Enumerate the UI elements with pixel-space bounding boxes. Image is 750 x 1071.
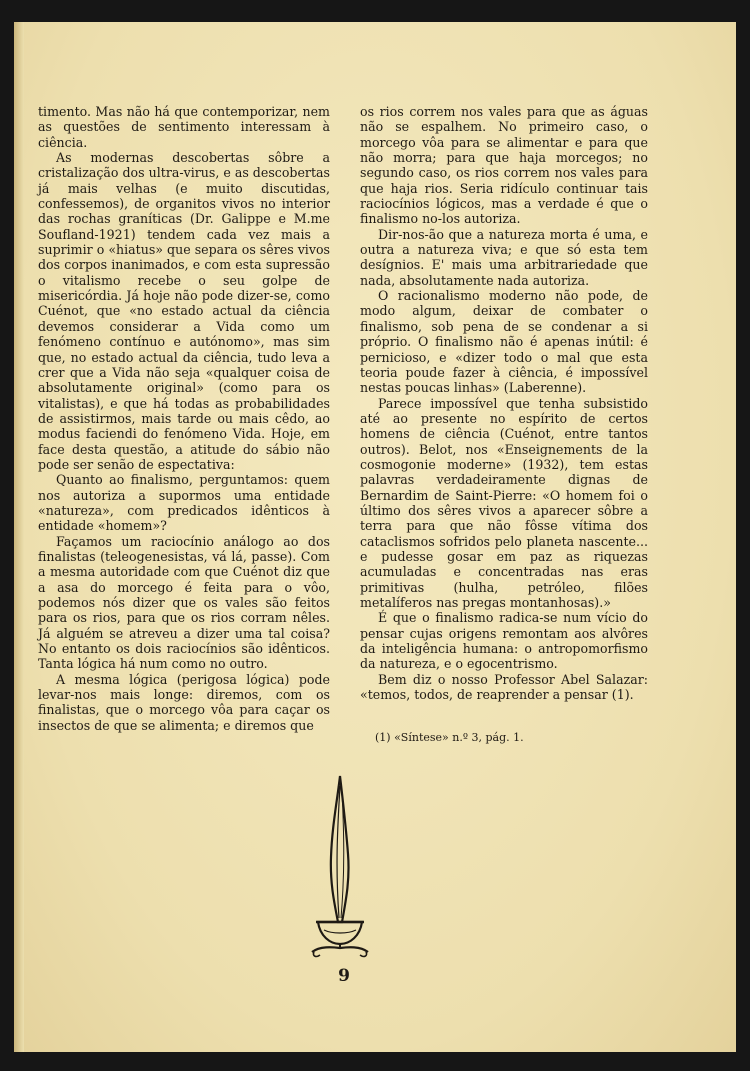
paragraph: Façamos um raciocínio análogo ao dos finalistas (teleogenesistas, vá lá, passe). Com a mesma autoridade com que Cuénot diz que a asa do morcego é feita para o vôo, podemos nós dizer que os vales são feitos para os rios, para que os rios corram nêles. Já alguém se atreveu a dizer uma tal coisa? No entanto os dois raciocínios são idênticos. Tanta lógica há num como no outro.	[38, 533, 330, 672]
page-number: 9	[338, 966, 350, 986]
right-text-column	[360, 104, 648, 702]
footnote: (1) «Síntese» n.º 3, pág. 1.	[375, 731, 524, 744]
paragraph: Parece impossível que tenha subsistido até ao presente no espírito de certos homens de ciência (Cuénot, entre tantos outros). Belot, nos «Enseignements de la cosmogonie moderne» (1932), tem estas palavras verdadeiramente dignas de Bernardim de Saint-Pierre: «O homem foi o último dos sêres vivos a aparecer sôbre a terra para que não fôsse vítima dos cataclismos sofridos pelo planeta nascente... e pudesse gosar em paz as riquezas acumuladas e concentradas nas eras primitivas (hulha, petróleo, filões metalíferos nas pregas montanhosas).»	[360, 395, 648, 610]
paragraph: Quanto ao finalismo, perguntamos: quem nos autoriza a supormos uma entidade «natureza», com predicados idênticos à entidade «homem»?	[38, 472, 330, 534]
paragraph: Bem diz o nosso Professor Abel Salazar: «temos, todos, de reaprender a pensar (1).	[360, 671, 648, 703]
paragraph: As modernas descobertas sôbre a cristalização dos ultra-virus, e as descobertas já mais velhas (e muito discutidas, confessemos), de organitos vivos no interior das rochas graníticas (Dr. Galippe e M.me Soufland-1921) tendem cada vez mais a suprimir o «hiatus» que separa os sêres vivos dos corpos inanimados, e com esta supressão o vitalismo recebe o seu golpe de misericórdia. Já hoje não pode dizer-se, como Cuénot, que «no estado actual da ciência devemos considerar a Vida como um fenómeno contínuo e autónomo», mas sim que, no estado actual da ciência, tudo leva a crer que a Vida não seja «qualquer coisa de absolutamente original» (como para os vitalistas), e que há todas as probabilidades de assistirmos, mais tarde ou mais cêdo, ao modus faciendi do fenómeno Vida. Hoje, em face desta questão, a atitude do sábio não pode ser senão de espectativa:	[38, 150, 330, 472]
page-gutter	[14, 22, 24, 1052]
paragraph: A mesma lógica (perigosa lógica) pode levar-nos mais longe: diremos, com os finalistas, que o morcego vôa para caçar os insectos de que se alimenta; e diremos que	[38, 671, 330, 733]
paragraph: os rios correm nos vales para que as águas não se espalhem. No primeiro caso, o morcego vôa para se alimentar e para que não morra; para que haja morcegos; no segundo caso, os rios correm nos vales para que haja rios. Seria ridículo continuar tais raciocínios lógicos, mas a verdade é que o finalismo no-los autoriza.	[360, 104, 648, 227]
paragraph: É que o finalismo radica-se num vício do pensar cujas origens remontam aos alvôres da inteligência humana: o antropomorfismo da natureza, e o egocentrismo.	[360, 610, 648, 672]
paragraph: O racionalismo moderno não pode, de modo algum, deixar de combater o finalismo, sob pena de se condenar a si próprio. O finalismo não é apenas inútil: é pernicioso, e «dizer todo o mal que esta teoria poude fazer à ciência, é impossível nestas poucas linhas» (Laberenne).	[360, 288, 648, 396]
book-page	[14, 22, 736, 1052]
flame-urn-ornament-icon	[304, 772, 376, 962]
paragraph: timento. Mas não há que contemporizar, nem as questões de sentimento interessam à ciência.	[38, 104, 330, 150]
left-text-column	[38, 104, 330, 733]
paragraph: Dir-nos-ão que a natureza morta é uma, e outra a natureza viva; e que só esta tem desígnios. E' mais uma arbitrariedade que nada, absolutamente nada autoriza.	[360, 226, 648, 288]
